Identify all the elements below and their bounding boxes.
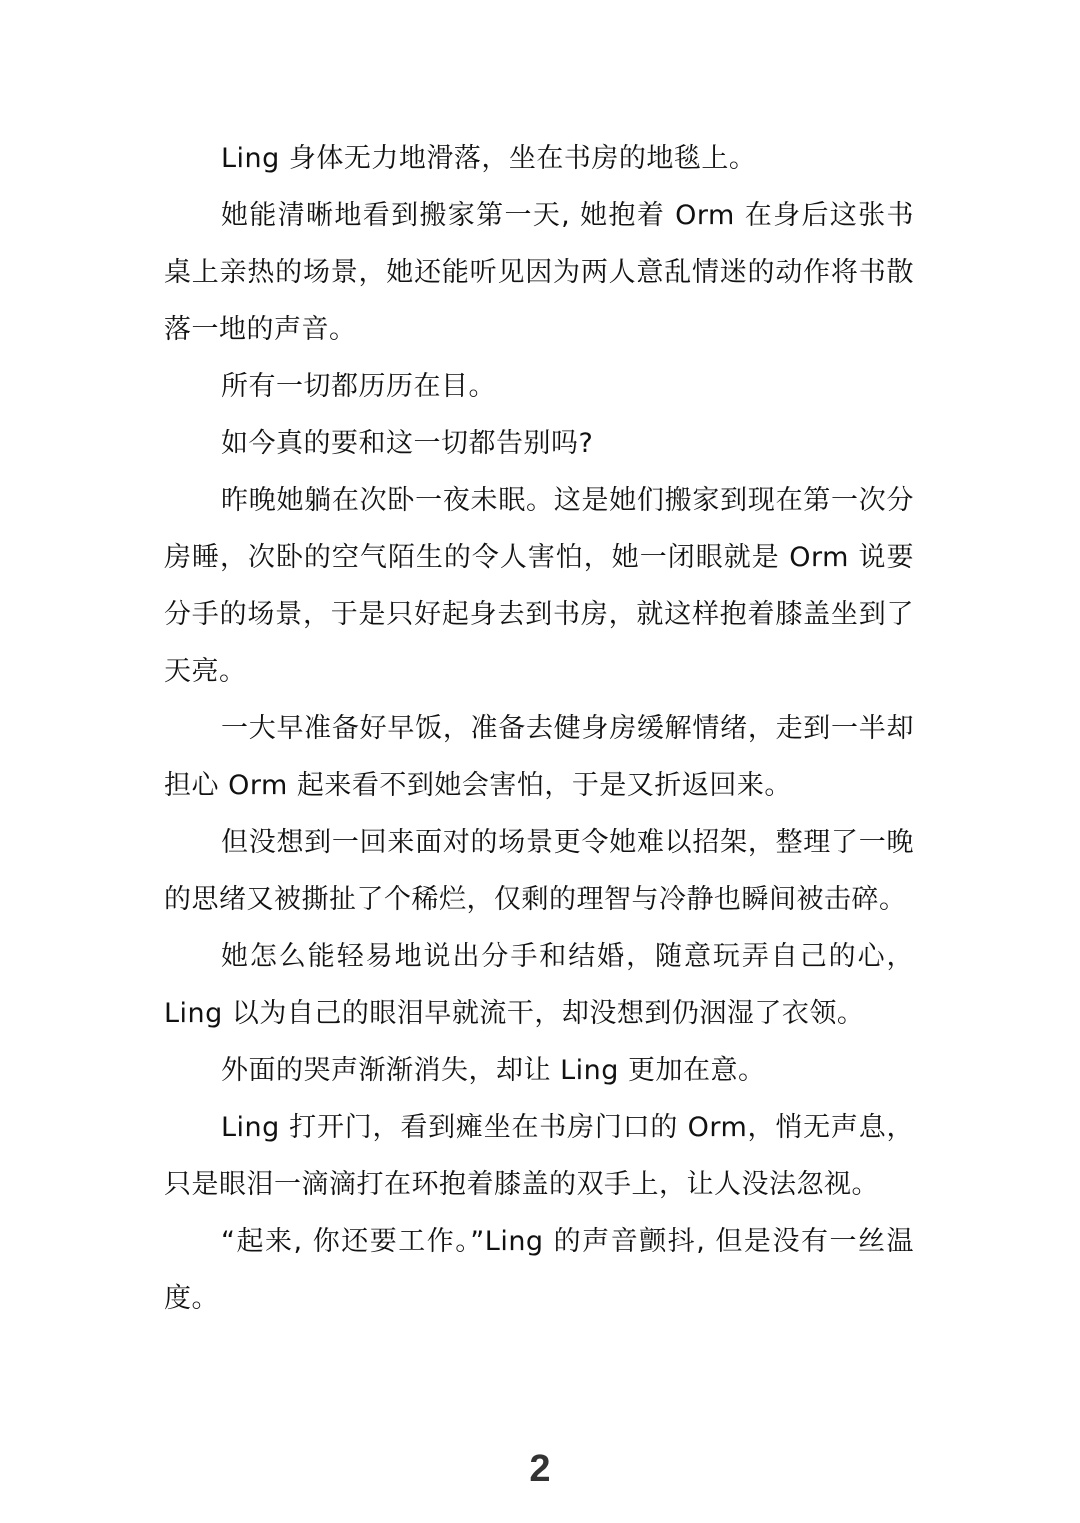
paragraph: Ling 打开门，看到瘫坐在书房门口的 Orm，悄无声息，只是眼泪一滴滴打在环抱着膝盖的双手上，让人没法忽视。 xyxy=(164,1112,914,1200)
paragraph: 所有一切都历历在目。 xyxy=(221,371,496,402)
page-number: 2 xyxy=(529,1448,551,1490)
paragraph: 如今真的要和这一切都告别吗? xyxy=(221,428,594,459)
paragraph: 她怎么能轻易地说出分手和结婚，随意玩弄自己的心，Ling 以为自己的眼泪早就流干，却没想到仍洇湿了衣领。 xyxy=(164,941,914,1029)
paragraph: 外面的哭声渐渐消失，却让 Ling 更加在意。 xyxy=(221,1055,766,1086)
body-text xyxy=(164,130,914,1327)
paragraph: Ling 身体无力地滑落，坐在书房的地毯上。 xyxy=(221,143,757,174)
paragraph: 昨晚她躺在次卧一夜未眠。这是她们搬家到现在第一次分房睡，次卧的空气陌生的令人害怕，她一闭眼就是 Orm 说要分手的场景，于是只好起身去到书房，就这样抱着膝盖坐到了天亮。 xyxy=(164,485,914,687)
paragraph: 她能清晰地看到搬家第一天, 她抱着 Orm 在身后这张书桌上亲热的场景，她还能听见因为两人意乱情迷的动作将书散落一地的声音。 xyxy=(164,200,914,345)
paragraph: 但没想到一回来面对的场景更令她难以招架，整理了一晚的思绪又被撕扯了个稀烂，仅剩的理智与冷静也瞬间被击碎。 xyxy=(164,827,914,915)
paragraph: “起来, 你还要工作。”Ling 的声音颤抖, 但是没有一丝温度。 xyxy=(164,1226,914,1314)
paragraph: 一大早准备好早饭，准备去健身房缓解情绪，走到一半却担心 Orm 起来看不到她会害怕，于是又折返回来。 xyxy=(164,713,914,801)
